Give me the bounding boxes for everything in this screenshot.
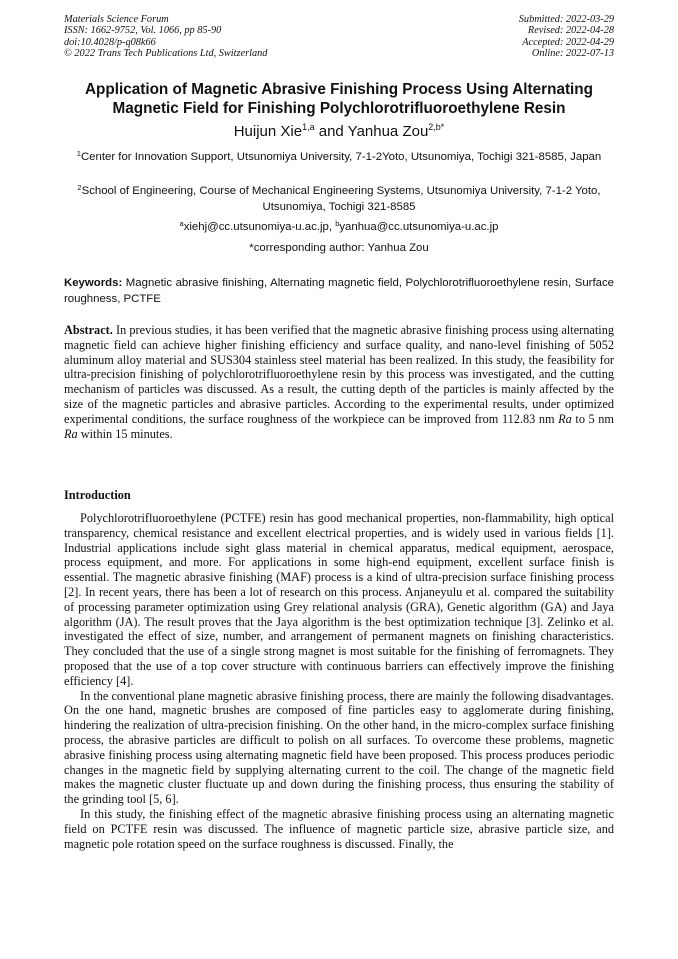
affiliation-2-mark: 2 [77,183,82,192]
revised-date: Revised: 2022-04-28 [527,25,614,37]
author-1: Huijun Xie [233,123,303,140]
author-conjunction: and [314,123,348,140]
affiliation-2-text: School of Engineering, Course of Mechanical Engineering Systems, Utsunomiya University, 7-1-2 Yoto, Utsunomiya, Tochigi 321-8585 [81,185,601,213]
abstract [64,323,614,441]
journal-header-right [519,14,614,60]
abstract-text-1: In previous studies, it has been verified that the magnetic abrasive finishing process using alternating magnetic field can achieve higher finishing efficiency and surface quality, and nano-level finishing of 5052 aluminum alloy material and SUS304 stainless steel material has been realized. In this study, the feasibility for ultra-precision finishing of polychlorotrifluoroethylene resin by this process was investigated, and the cutting mechanism of particles was discussed. As a result, the cutting depth of the particles is mainly affected by the size of the magnetic particles and abrasive particles. According to the experimental results, under optimized experimental conditions, the surface roughness of the workpiece can be improved from 112.83 nm [64,323,614,426]
copyright: © 2022 Trans Tech Publications Ltd, Switzerland [64,48,268,60]
online-date: Online: 2022-07-13 [531,48,614,60]
abstract-ra-2: Ra [64,426,78,441]
author-list [40,123,638,141]
intro-paragraph-2: In the conventional plane magnetic abrasive finishing process, there are mainly the following disadvantages. On the one hand, magnetic brushes are composed of fine particles easy to agglomerate during finishing, hindering the realization of ultra-precision finishing. On the other hand, in the micro-complex surface finishing process, the abrasive particles are difficult to polish on all surfaces. To overcome these problems, magnetic abrasive finishing process using alternating magnetic field have been proposed. This process produces periodic changes in the magnetic field by supplying alternating current to the coil. The change of the magnetic field makes the magnetic cluster fluctuate up and down during the finishing process, thus ensuring the stability of the grinding tool [5, 6]. [64,688,614,807]
paper-title [40,80,638,118]
keywords [64,276,614,307]
introduction-body [64,511,614,851]
issn-volume: ISSN: 1662-9752, Vol. 1066, pp 85-90 [64,25,222,37]
author-1-affil-mark: 1,a [302,122,315,132]
abstract-label: Abstract. [64,323,113,337]
affiliation-1-mark: 1 [76,149,81,158]
doi: doi:10.4028/p-q08k66 [64,36,156,48]
email-a-mark: a [179,219,184,228]
author-2-affil-mark: 2,b* [428,122,445,132]
intro-paragraph-3: In this study, the finishing effect of the magnetic abrasive finishing process using an alternating magnetic field on PCTFE resin was discussed. The influence of magnetic particle size, abrasive particle size, and magnetic pole rotation speed on the surface roughness is discussed. Finally, the [64,806,614,851]
affiliation-1-text: Center for Innovation Support, Utsunomiya University, 7-1-2Yoto, Utsunomiya, Tochigi 321-8585, Japan [80,151,602,163]
accepted-date: Accepted: 2022-04-29 [522,36,614,48]
email-a: xiehj@cc.utsunomiya-u.ac.jp, [183,221,336,233]
affiliation-1 [64,149,614,165]
journal-name: Materials Science Forum [64,14,169,25]
email-b-mark: b [335,219,340,228]
intro-paragraph-1: Polychlorotrifluoroethylene (PCTFE) resin has good mechanical properties, non-flammability, high optical transparency, chemical resistance and excellent electrical properties, and is widely used in various fields [1]. Industrial applications include sight glass material in chemical apparatus, medical equipment, aerospace, process equipment, and more. For applications in some high-end equipment, excellent surface finish is essential. The magnetic abrasive finishing (MAF) process is a kind of ultra-precision surface finishing process [2]. In recent years, there has been a lot of research on this process. Anjaneyulu et al. compared the suitability of processing parameter optimization using Grey relational analysis (GRA), Genetic algorithm (GA) and Jaya algorithm (JA). The result proves that the Jaya algorithm is the best optimization technique [3]. Zelinko et al. investigated the effect of size, number, and arrangement of permanent magnets on finishing characteristics. They concluded that the use of a single strong magnet is most suitable for the finishing of ferromagnets. They proposed that the use of a top cover structure with continuous barriers can effectively improve the finishing efficiency [4]. [64,511,614,688]
title-line-2: Magnetic Field for Finishing Polychlorotrifluoroethylene Resin [112,100,566,117]
title-line-1: Application of Magnetic Abrasive Finishing Process Using Alternating [85,81,593,98]
journal-header-left [64,14,267,60]
keywords-text: Magnetic abrasive finishing, Alternating magnetic field, Polychlorotrifluoroethylene resin, Surface roughness, PCTFE [64,277,614,305]
abstract-text-3: within 15 minutes. [77,426,173,441]
abstract-ra-1: Ra [558,411,572,426]
submitted-date: Submitted: 2022-03-29 [518,14,614,25]
email-b: yanhua@cc.utsunomiya-u.ac.jp [339,221,499,233]
affiliation-2 [64,183,614,215]
abstract-text-2: to 5 nm [571,411,614,426]
author-emails [64,219,614,235]
introduction-heading: Introduction [64,488,131,502]
author-2: Yanhua Zou [347,123,429,140]
keywords-label: Keywords: [64,277,123,289]
corresponding-author: *corresponding author: Yanhua Zou [249,242,429,254]
